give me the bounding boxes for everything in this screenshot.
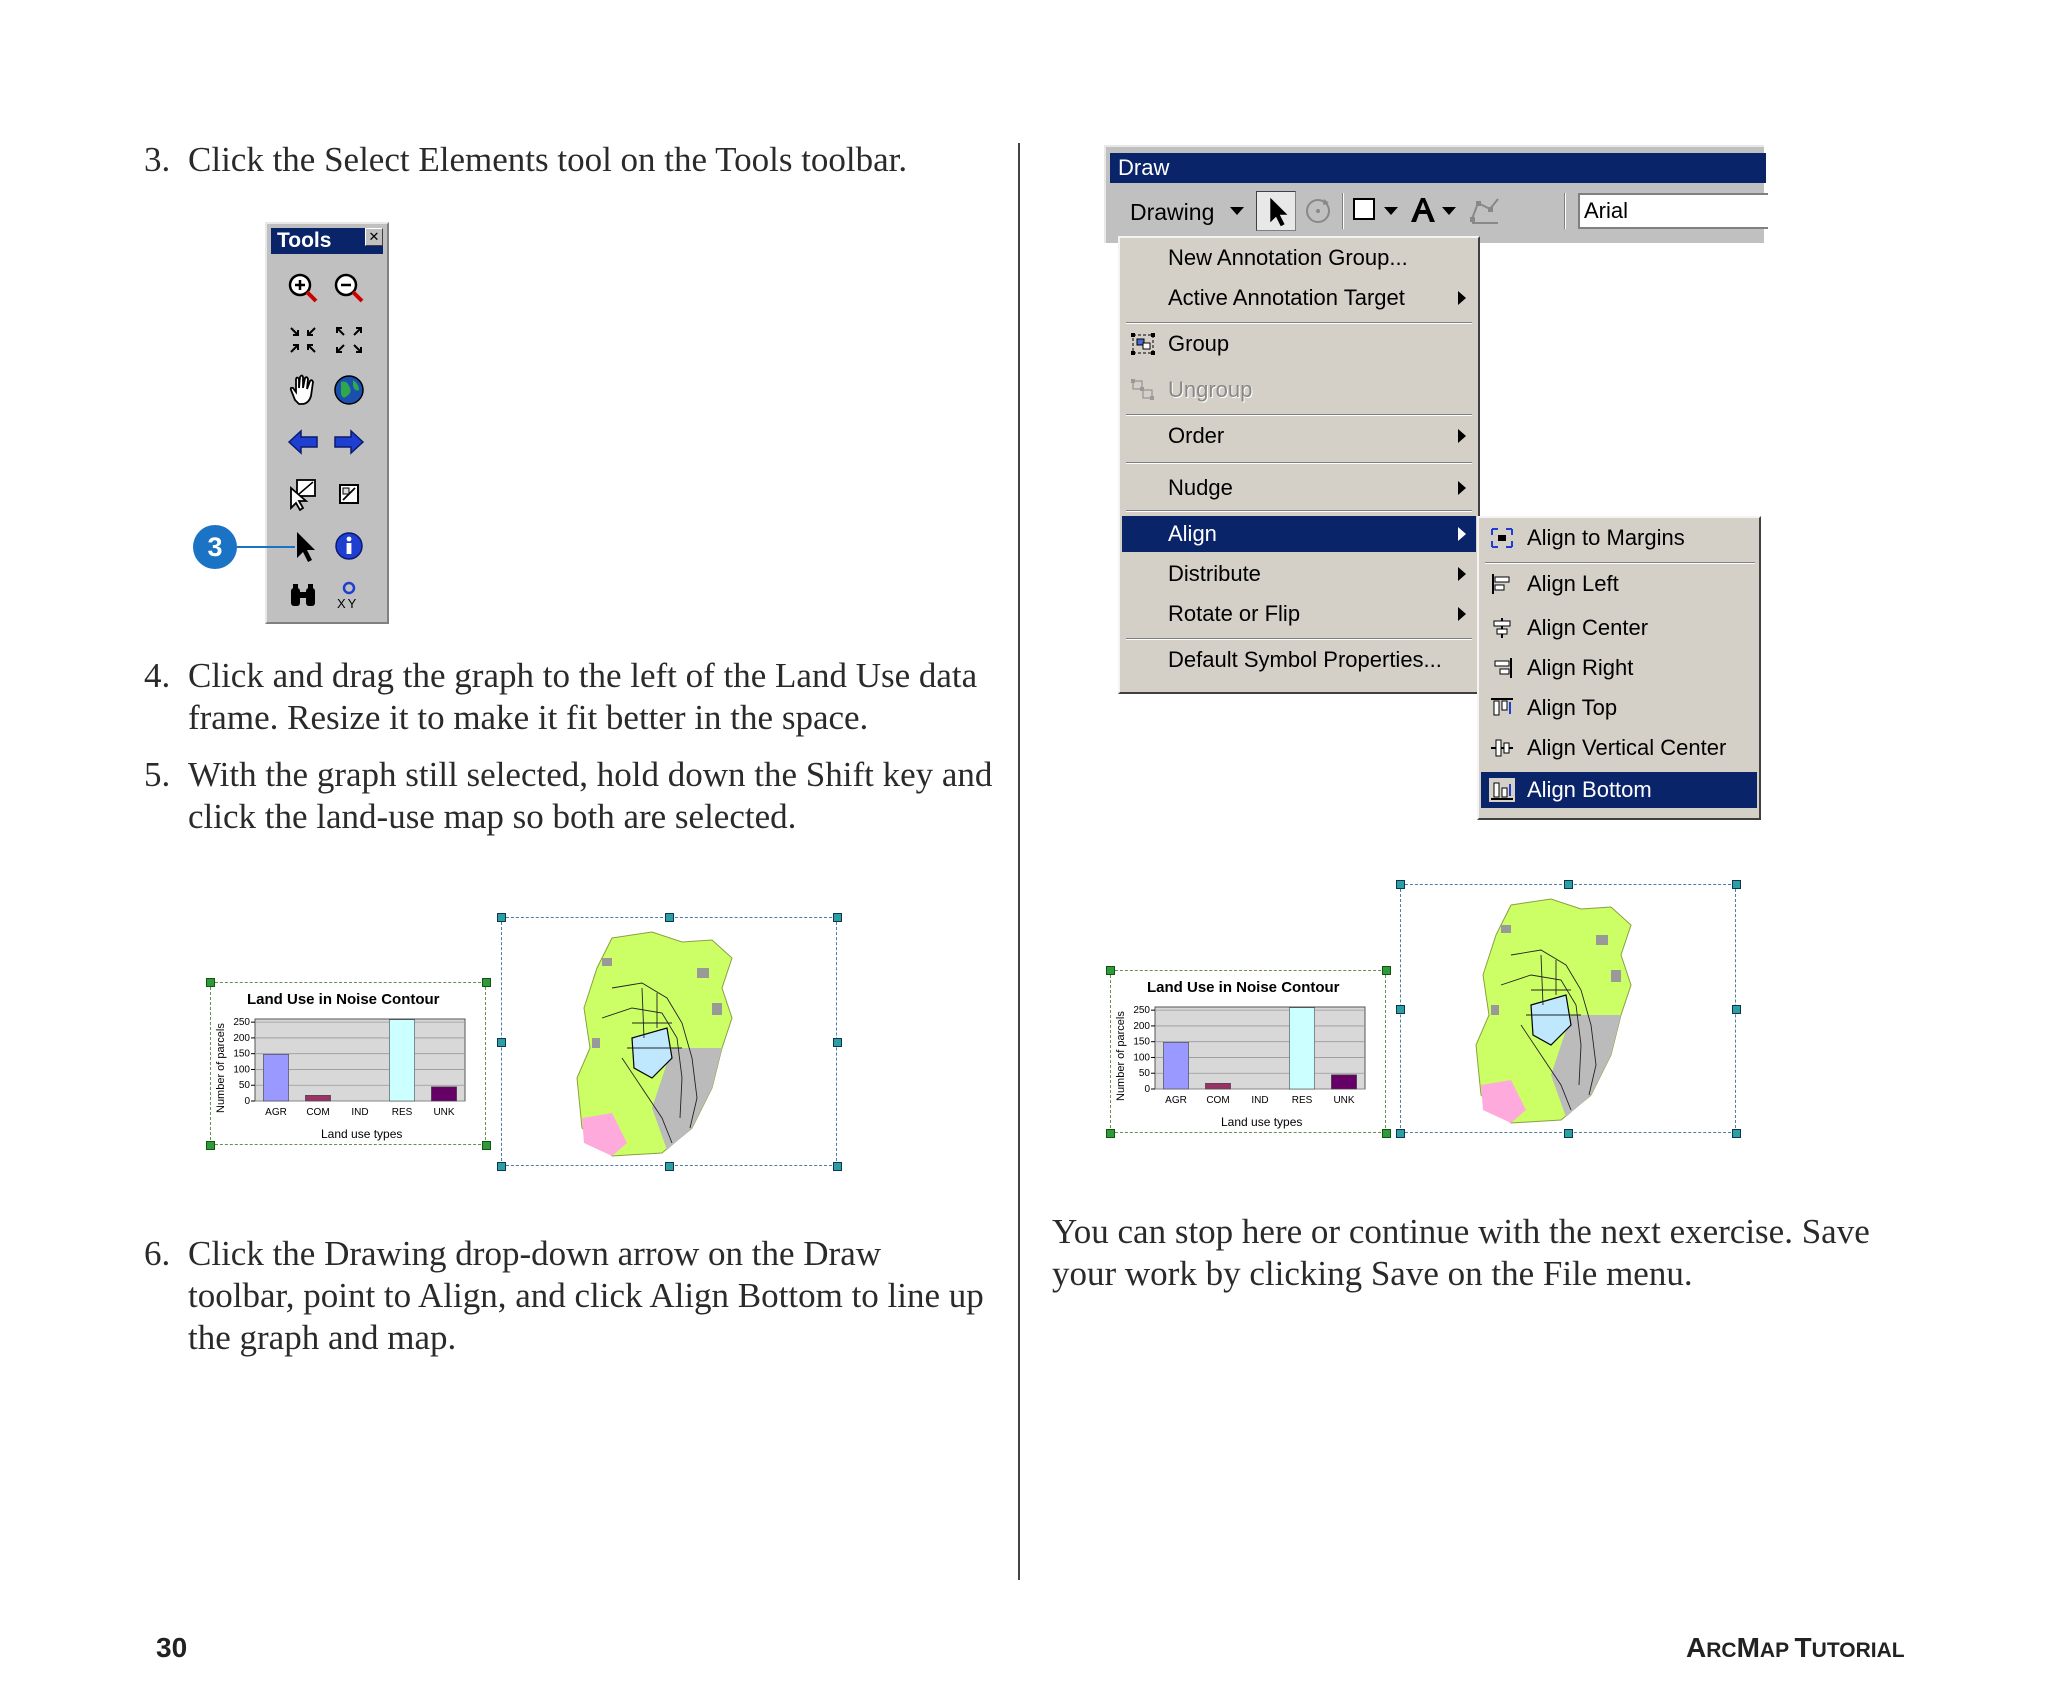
menu-item-align-center[interactable]: [1481, 610, 1757, 646]
menu-item-label: Align Bottom: [1527, 777, 1652, 802]
menu-item-label: Align Top: [1527, 695, 1618, 720]
menu-item-label: Align Vertical Center: [1527, 735, 1727, 760]
chevron-down-icon[interactable]: [1384, 207, 1398, 217]
xy-label: XY: [337, 596, 359, 611]
ungroup-icon: [1130, 378, 1156, 402]
y-tick-label: 100: [1133, 1052, 1150, 1064]
menu-item-align-bottom[interactable]: [1481, 772, 1757, 808]
font-name-input[interactable]: Arial: [1578, 193, 1768, 229]
callout-leader-line: [237, 546, 295, 548]
menu-item-label: Order: [1168, 423, 1225, 448]
bar: [305, 1095, 330, 1101]
forward-icon[interactable]: [329, 422, 369, 462]
align-top-icon: [1489, 696, 1515, 720]
y-tick-label: 50: [1138, 1068, 1150, 1080]
map-frame-selected[interactable]: [1400, 884, 1736, 1133]
menu-item-order[interactable]: [1122, 418, 1476, 454]
menu-item-label: Align Left: [1527, 571, 1619, 596]
drawing-menu: [1118, 236, 1480, 694]
submenu-arrow-icon: [1458, 429, 1466, 443]
bar: [389, 1020, 414, 1101]
closing-line-2: your work by clicking Save on the File menu.: [1052, 1254, 1693, 1293]
select-elements-button[interactable]: [1256, 191, 1296, 231]
y-tick-label: 200: [233, 1032, 250, 1044]
graph-frame-selected[interactable]: [1110, 970, 1386, 1133]
menu-item-label: Align Right: [1527, 655, 1634, 680]
submenu-arrow-icon: [1458, 527, 1466, 541]
selection-handle[interactable]: [1106, 1129, 1115, 1138]
selection-handle[interactable]: [833, 1038, 842, 1047]
book-title: [1686, 1632, 1905, 1664]
menu-item-new-annotation-group[interactable]: [1122, 240, 1476, 276]
graph-title: Land Use in Noise Contour: [1147, 979, 1340, 996]
find-icon[interactable]: [283, 576, 323, 616]
selection-handle[interactable]: [497, 913, 506, 922]
step-text-line-2: click the land-use map so both are selected.: [188, 797, 797, 836]
x-tick-label: AGR: [1165, 1095, 1187, 1106]
arrow-cursor-icon: [1257, 192, 1295, 230]
menu-item-label: Default Symbol Properties...: [1168, 647, 1442, 672]
menu-item-align-top[interactable]: [1481, 690, 1757, 726]
book-title-part: T: [1794, 1632, 1812, 1663]
pan-icon[interactable]: [283, 370, 323, 410]
chevron-down-icon[interactable]: [1442, 207, 1456, 217]
menu-item-label: Align: [1168, 521, 1217, 546]
menu-separator: [1485, 562, 1755, 564]
x-tick-label: UNK: [1333, 1095, 1355, 1106]
draw-toolbar: [1104, 145, 1764, 243]
step-number: 5.: [144, 755, 171, 794]
align-vertical-center-icon: [1489, 736, 1515, 760]
back-icon[interactable]: [283, 422, 323, 462]
step-text-line-1: With the graph still selected, hold down the Shift key and: [188, 755, 993, 794]
map-frame-selected[interactable]: [501, 917, 837, 1166]
bar: [1331, 1075, 1356, 1089]
zoom-out-icon[interactable]: [329, 268, 369, 308]
x-tick-label: RES: [391, 1107, 413, 1118]
tools-toolbar-title: Tools: [271, 228, 383, 254]
draw-toolbar-title: Draw: [1110, 153, 1766, 183]
selection-handle[interactable]: [1396, 880, 1405, 889]
x-tick-label: COM: [306, 1107, 330, 1118]
y-tick-label: 200: [1133, 1020, 1150, 1032]
y-tick-label: 250: [1133, 1005, 1150, 1017]
step-number: 4.: [144, 656, 171, 695]
bar: [1289, 1008, 1314, 1089]
selection-handle[interactable]: [1732, 1129, 1741, 1138]
selection-handle[interactable]: [1382, 1129, 1391, 1138]
selection-handle[interactable]: [1106, 966, 1115, 975]
step-text: Click the Select Elements tool on the Tools toolbar.: [188, 140, 908, 179]
selection-handle[interactable]: [833, 913, 842, 922]
y-tick-label: 0: [244, 1096, 250, 1107]
bar-chart: [1125, 1001, 1375, 1111]
bar-chart: [225, 1013, 475, 1123]
clear-selection-icon[interactable]: [329, 474, 369, 514]
book-title-part: M: [1736, 1632, 1760, 1663]
submenu-arrow-icon: [1458, 291, 1466, 305]
align-to-margins-icon: [1489, 526, 1515, 550]
close-icon[interactable]: ✕: [365, 228, 383, 246]
align-left-icon: [1489, 572, 1515, 596]
selection-handle[interactable]: [206, 1141, 215, 1150]
selection-handle[interactable]: [497, 1162, 506, 1171]
menu-separator: [1126, 638, 1472, 640]
submenu-arrow-icon: [1458, 607, 1466, 621]
y-tick-label: 50: [238, 1080, 250, 1092]
selection-handle[interactable]: [1396, 1129, 1405, 1138]
menu-item-align[interactable]: [1122, 516, 1476, 552]
x-tick-label: IND: [1251, 1095, 1269, 1106]
submenu-arrow-icon: [1458, 481, 1466, 495]
toolbar-separator: [1342, 193, 1344, 229]
step-5: [144, 754, 1004, 844]
menu-item-active-annotation-target[interactable]: [1122, 280, 1476, 316]
menu-item-label: Active Annotation Target: [1168, 285, 1405, 310]
menu-separator: [1126, 462, 1472, 464]
bar: [263, 1054, 288, 1101]
graph-title: Land Use in Noise Contour: [247, 991, 440, 1008]
identify-icon[interactable]: [329, 526, 369, 566]
rectangle-icon[interactable]: [1352, 197, 1378, 223]
menu-item-label: Align to Margins: [1527, 525, 1685, 550]
y-tick-label: 150: [1133, 1036, 1150, 1048]
menu-item-label: Distribute: [1168, 561, 1261, 586]
toolbar-separator: [1564, 193, 1566, 229]
edit-vertices-icon[interactable]: [1468, 195, 1502, 225]
x-tick-label: AGR: [265, 1107, 287, 1118]
menu-item-label: Rotate or Flip: [1168, 601, 1301, 626]
menu-item-align-right[interactable]: [1481, 650, 1757, 686]
graph-x-axis-label: Land use types: [321, 1127, 403, 1141]
step-callout-badge: 3: [193, 525, 237, 569]
book-title-part: A: [1686, 1632, 1707, 1663]
graph-x-axis-label: Land use types: [1221, 1115, 1303, 1129]
menu-item-align-left[interactable]: [1481, 566, 1757, 602]
selection-handle[interactable]: [1732, 880, 1741, 889]
page-number: 30: [156, 1632, 188, 1663]
selection-handle[interactable]: [1382, 966, 1391, 975]
selection-handle[interactable]: [497, 1038, 506, 1047]
land-use-map: [1471, 895, 1671, 1125]
selection-handle[interactable]: [665, 1162, 674, 1171]
step-text-line-2: frame. Resize it to make it fit better in the space.: [188, 698, 869, 737]
bar: [1205, 1083, 1230, 1089]
align-bottom-icon: [1489, 778, 1515, 802]
selection-handle[interactable]: [482, 978, 491, 987]
step-text-line-1: Click and drag the graph to the left of the Land Use data: [188, 656, 978, 695]
rotate-icon[interactable]: [1300, 193, 1336, 229]
closing-line-1: You can stop here or continue with the next exercise. Save: [1052, 1212, 1870, 1251]
step-4: [144, 655, 1004, 745]
y-tick-label: 100: [233, 1064, 250, 1076]
menu-item-label: New Annotation Group...: [1168, 245, 1408, 270]
menu-item-rotate-or-flip[interactable]: [1122, 596, 1476, 632]
go-to-xy-icon[interactable]: [329, 576, 369, 616]
menu-item-align-vertical-center[interactable]: [1481, 730, 1757, 766]
graph-y-axis-label: Number of parcels: [1115, 1011, 1127, 1101]
selection-handle[interactable]: [1732, 1005, 1741, 1014]
book-title-part: RC: [1706, 1639, 1737, 1662]
step-text-line-3: the graph and map.: [188, 1318, 457, 1357]
drawing-menu-button[interactable]: Drawing: [1130, 199, 1215, 225]
align-center-icon: [1489, 616, 1515, 640]
step-text-line-2: toolbar, point to Align, and click Align Bottom to line up: [188, 1276, 984, 1315]
align-right-icon: [1489, 656, 1515, 680]
x-tick-label: IND: [351, 1107, 369, 1118]
select-features-icon[interactable]: [283, 474, 323, 514]
selection-handle[interactable]: [1564, 880, 1573, 889]
step-number: 6.: [144, 1234, 171, 1273]
fixed-zoom-out-icon[interactable]: [329, 320, 369, 360]
tools-toolbar: [265, 222, 389, 624]
full-extent-icon[interactable]: [329, 370, 369, 410]
book-title-part: AP: [1759, 1639, 1795, 1662]
step-6: [144, 1233, 1004, 1363]
menu-separator: [1126, 414, 1472, 416]
menu-item-distribute[interactable]: [1122, 556, 1476, 592]
menu-item-label: Nudge: [1168, 475, 1233, 500]
x-tick-label: COM: [1206, 1095, 1230, 1106]
bar: [1163, 1042, 1188, 1089]
closing-paragraph: [1052, 1211, 1952, 1301]
graph-frame-selected[interactable]: [210, 982, 486, 1145]
menu-separator: [1126, 510, 1472, 512]
menu-item-group[interactable]: [1122, 326, 1476, 362]
zoom-in-icon[interactable]: [283, 268, 323, 308]
selection-handle[interactable]: [1564, 1129, 1573, 1138]
step-text-line-1: Click the Drawing drop-down arrow on the Draw: [188, 1234, 882, 1273]
selection-handle[interactable]: [665, 913, 674, 922]
submenu-arrow-icon: [1458, 567, 1466, 581]
menu-item-label: Align Center: [1527, 615, 1649, 640]
chevron-down-icon[interactable]: [1230, 207, 1244, 217]
step-number: 3.: [144, 140, 171, 179]
selection-handle[interactable]: [206, 978, 215, 987]
y-tick-label: 150: [233, 1048, 250, 1060]
menu-item-ungroup[interactable]: [1122, 372, 1476, 408]
fixed-zoom-in-icon[interactable]: [283, 320, 323, 360]
book-title-part: UTORIAL: [1811, 1639, 1905, 1662]
y-tick-label: 0: [1144, 1084, 1150, 1095]
y-tick-label: 250: [233, 1017, 250, 1029]
graph-y-axis-label: Number of parcels: [215, 1023, 227, 1113]
selection-handle[interactable]: [1396, 1005, 1405, 1014]
land-use-map: [572, 928, 772, 1158]
selection-handle[interactable]: [833, 1162, 842, 1171]
menu-item-align-to-margins[interactable]: [1481, 520, 1757, 556]
menu-item-nudge[interactable]: [1122, 470, 1476, 506]
menu-item-label: Ungroup: [1168, 377, 1253, 402]
menu-item-default-symbol-properties[interactable]: [1122, 642, 1476, 678]
x-tick-label: RES: [1291, 1095, 1313, 1106]
text-icon[interactable]: [1408, 195, 1438, 225]
x-tick-label: UNK: [433, 1107, 455, 1118]
align-submenu: [1477, 516, 1761, 820]
column-divider: [1018, 143, 1020, 1580]
menu-separator: [1126, 322, 1472, 324]
bar: [431, 1087, 456, 1101]
group-icon: [1130, 332, 1156, 356]
menu-item-label: Group: [1168, 331, 1230, 356]
selection-handle[interactable]: [482, 1141, 491, 1150]
draw-toolbar-buttons: [1108, 189, 1766, 235]
